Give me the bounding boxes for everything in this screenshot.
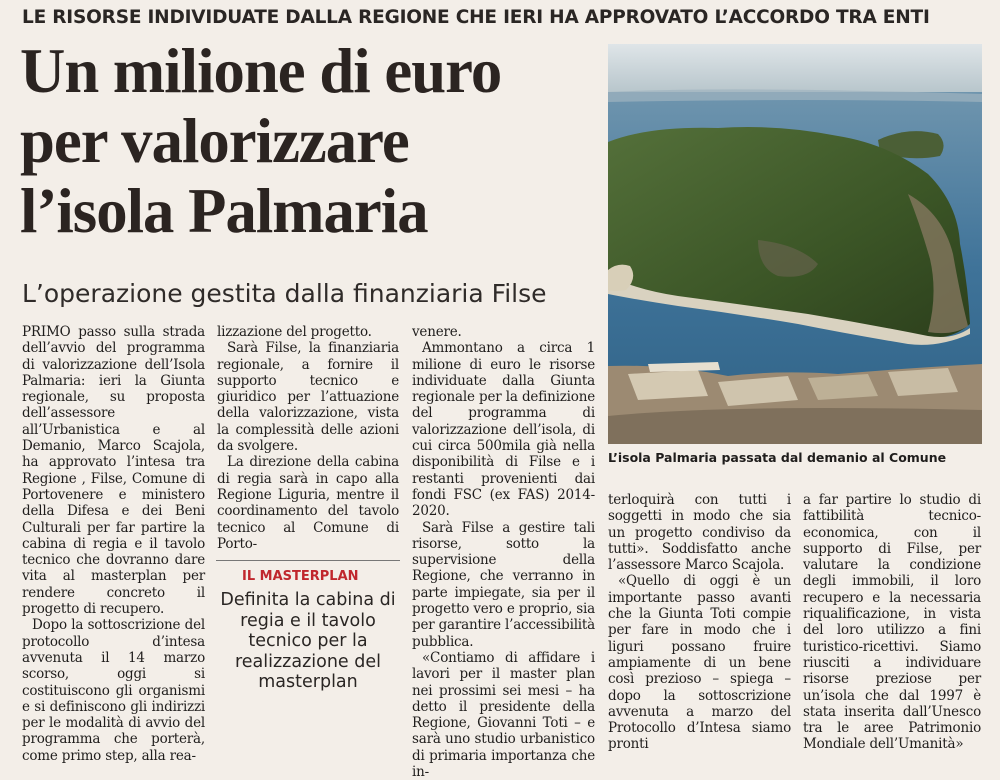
island-aerial-illustration [608,44,982,444]
article-column-3 [412,324,595,780]
headline-line-1: Un milione di euro [20,35,502,106]
article-paragraph: Sarà Filse a gestire tali risorse, sotto la supervisione della Regione, che verranno in parte impiegate, sia per il progetto vero e proprio, sia per garantire l’accessibilità pubblica. [412,519,595,650]
article-paragraph: Sarà Filse, la finanziaria regionale, a fornire il supporto tecnico e giuridico per l’attuazione della valorizzazione, vista la complessità delle azioni da svolgere. [217,340,399,455]
article-paragraph: PRIMO passo sulla strada dell’avvio del programma di valorizzazione dell’Isola Palmaria: ieri la Giunta regionale, su proposta dell’assessore all’Urbanistica e al Demanio, Marco Scajola, ha approvato l’intesa tra Regione , Filse, Comune di Portovenere e ministero della Difesa e dei Beni Culturali per far partire la cabina di regia e il tavolo tecnico che dovranno dare vita al masterplan per rendere concreto il progetto di recupero. [22,324,205,618]
article-paragraph: La direzione della cabina di regia sarà in capo alla Regione Liguria, mentre il coordinamento del tavolo tecnico al Comune di Porto- [217,454,399,552]
article-paragraph: Dopo la sottoscrizione del protocollo d’intesa avvenuta il 14 marzo scorso, oggi si costituiscono gli organismi e si definiscono gli indirizzi per le modalità di avvio del programma che porterà, come primo step, alla rea- [22,617,205,764]
island-aerial-photo [608,44,982,444]
headline-line-3: l’isola Palmaria [20,175,428,246]
article-column-1 [22,324,205,764]
kicker: LE RISORSE INDIVIDUATE DALLA REGIONE CHE IERI HA APPROVATO L’ACCORDO TRA ENTI [22,7,930,28]
article-column-5 [803,492,981,753]
boxout-text: Definita la cabina di regia e il tavolo tecnico per la realizzazione del masterplan [220,590,396,692]
article-paragraph: lizzazione del progetto. [217,324,372,340]
headline [20,36,588,246]
article-paragraph: «Quello di oggi è un importante passo avanti che la Giunta Toti compie per fare in modo che i liguri possano fruire ampiamente di un bene così prezioso – spiega – dopo la sottoscrizione avvenuta a marzo del Protocollo d’Intesa siamo pronti [608,573,791,753]
article-paragraph: venere. [412,324,462,340]
article-paragraph: Ammontano a circa 1 milione di euro le risorse individuate dalla Giunta regionale per la definizione del programma di valorizzazione dell’isola, di cui circa 500mila già nella disponibilità di Filse e i restanti provenienti dai fondi FSC (ex FAS) 2014-2020. [412,340,595,520]
article-column-4 [608,492,791,753]
subheadline: L’operazione gestita dalla finanziaria Filse [22,279,547,308]
article-paragraph: «Contiamo di affidare i lavori per il master plan nei prossimi sei mesi – ha detto il presidente della Regione, Giovanni Toti – e sarà uno studio urbanistico di primaria importanza che in- [412,649,595,780]
photo-caption: L’isola Palmaria passata dal demanio al Comune [608,450,947,465]
boxout-label: IL MASTERPLAN [242,569,359,584]
headline-line-2: per valorizzare [20,105,409,176]
article-paragraph: a far partire lo studio di fattibilità tecnico-economica, con il supporto di Filse, per valutare la condizione degli immobili, il loro recupero e la necessaria riqualificazione, in vista del loro utilizzo a fini turistico-ricettivi. Siamo riusciti a individuare risorse preziose per un’isola che dal 1997 è stata inserita dall’Unesco tra le aree Patrimonio Mondiale dell’Umanità» [803,492,981,753]
article-paragraph: terloquirà con tutti i soggetti in modo che sia un progetto condiviso da tutti». Soddisfatto anche l’assessore Marco Scajola. [608,492,791,574]
article-column-2 [217,324,399,550]
masterplan-boxout [216,560,400,711]
